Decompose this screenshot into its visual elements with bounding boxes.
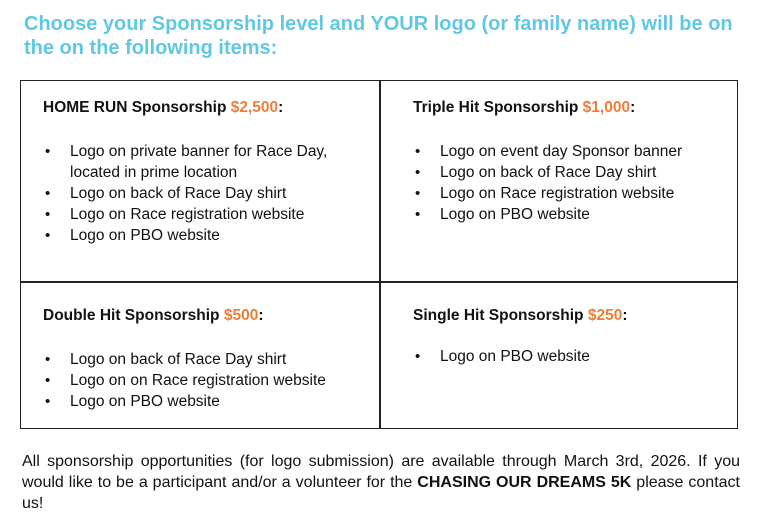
tier-name: Triple Hit Sponsorship: [413, 99, 579, 116]
tier-heading: HOME RUN Sponsorship $2,500:: [43, 99, 284, 116]
benefit-item: • Logo on event day Sponsor banner: [415, 143, 683, 160]
bullet-icon: •: [45, 393, 51, 410]
tier-heading: Triple Hit Sponsorship $1,000:: [413, 99, 636, 116]
bullet-icon: •: [415, 143, 421, 160]
availability-note: All sponsorship opportunities (for logo submission) are available through March 3rd, 2026. If you would like to be a participant and/or a volunteer for the CHASING OUR DREAMS 5K please contact us!: [22, 453, 740, 512]
page-headline: Choose your Sponsorship level and YOUR logo (or family name) will be on the on the following items:: [24, 13, 733, 59]
grid-divider-vertical: [379, 81, 381, 428]
sponsorship-grid: [20, 80, 738, 429]
tier-benefits-list: [413, 141, 733, 225]
tier-benefits-list: [43, 141, 373, 246]
bullet-icon: •: [45, 227, 51, 244]
tier-home-run: [43, 98, 373, 246]
bullet-icon: •: [415, 185, 421, 202]
benefit-item: • Logo on PBO website: [415, 206, 590, 223]
bullet-icon: •: [45, 143, 51, 160]
tier-triple-hit: [413, 98, 733, 225]
event-name: CHASING OUR DREAMS 5K: [417, 474, 632, 491]
bullet-icon: •: [415, 206, 421, 223]
bullet-icon: •: [415, 164, 421, 181]
grid-divider-horizontal: [21, 281, 737, 283]
benefit-item: • Logo on back of Race Day shirt: [45, 185, 287, 202]
tier-heading: Single Hit Sponsorship $250:: [413, 307, 628, 324]
tier-price: $2,500: [230, 99, 279, 116]
bullet-icon: •: [415, 348, 421, 365]
tier-name: Double Hit Sponsorship: [43, 307, 220, 324]
tier-price: $1,000: [582, 99, 631, 116]
tier-single-hit: [413, 306, 733, 367]
benefit-item: • Logo on on Race registration website: [45, 372, 326, 389]
bullet-icon: •: [45, 372, 51, 389]
benefit-item: • Logo on PBO website: [415, 348, 590, 365]
bullet-icon: •: [45, 351, 51, 368]
benefit-item: • Logo on back of Race Day shirt: [45, 351, 287, 368]
benefit-item: • Logo on back of Race Day shirt: [415, 164, 657, 181]
benefit-item: • Logo on Race registration website: [45, 206, 305, 223]
tier-heading: Double Hit Sponsorship $500:: [43, 307, 264, 324]
tier-name: Single Hit Sponsorship: [413, 307, 584, 324]
benefit-item: • Logo on private banner for Race Day, located in prime location: [45, 143, 328, 181]
tier-price: $500: [223, 307, 259, 324]
bullet-icon: •: [45, 206, 51, 223]
tier-name: HOME RUN Sponsorship: [43, 99, 227, 116]
tier-benefits-list: [413, 346, 733, 367]
benefit-item: • Logo on Race registration website: [415, 185, 675, 202]
tier-benefits-list: [43, 349, 373, 412]
tier-price: $250: [587, 307, 623, 324]
bullet-icon: •: [45, 185, 51, 202]
benefit-item: • Logo on PBO website: [45, 227, 220, 244]
tier-double-hit: [43, 306, 373, 412]
benefit-item: • Logo on PBO website: [45, 393, 220, 410]
